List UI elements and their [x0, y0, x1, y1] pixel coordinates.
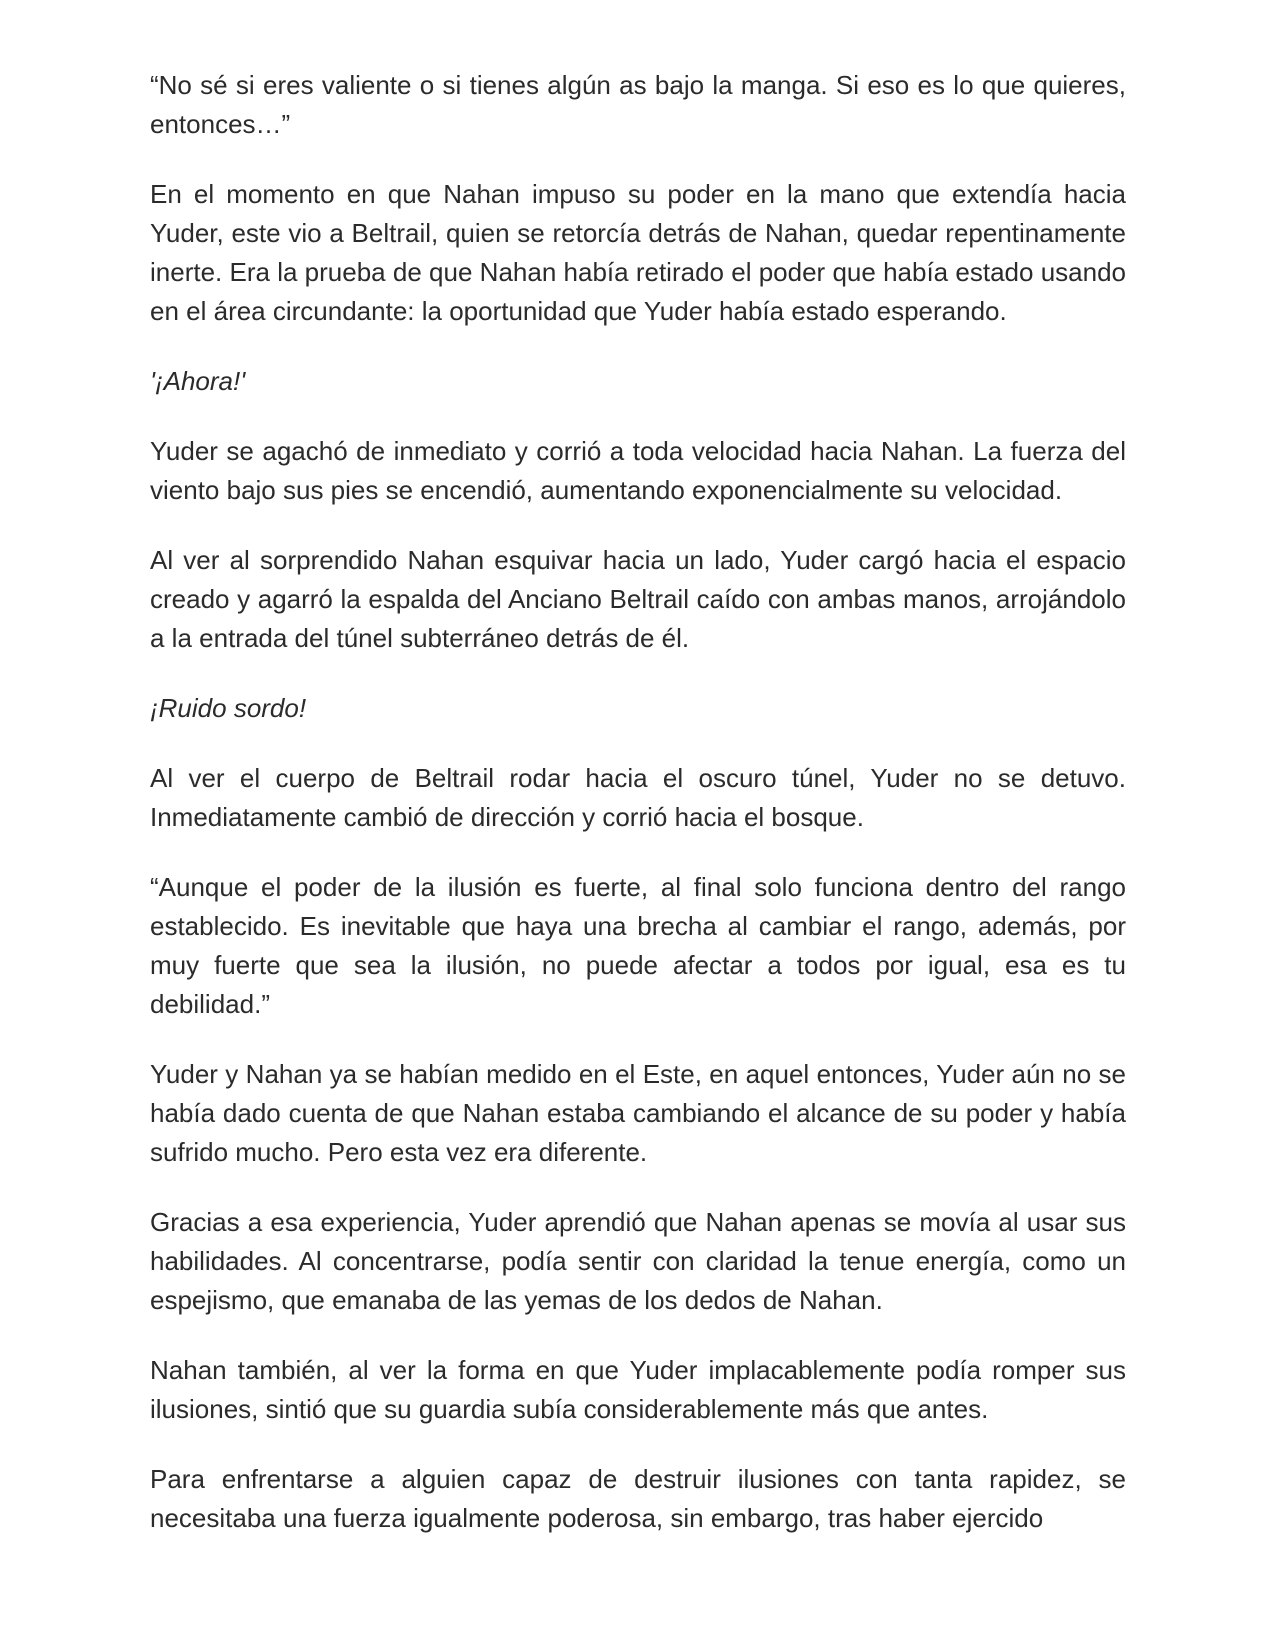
paragraph-illusion-weakness: “Aunque el poder de la ilusión es fuerte, al final solo funciona dentro del rango establecido. Es inevitable que haya una brecha al cambiar el rango, además, por muy fuerte que sea la ilusión, no puede afectar a todos por igual, esa es tu debilidad.” — [150, 872, 1126, 1019]
paragraph-sound-effect: ¡Ruido sordo! — [150, 693, 307, 723]
paragraph-thought-ahora: '¡Ahora!' — [150, 366, 246, 396]
paragraph-dialogue-opening: “No sé si eres valiente o si tienes algún as bajo la manga. Si eso es lo que quieres, entonces…” — [150, 70, 1126, 139]
document-page — [150, 66, 1126, 1569]
paragraph-nahan-guard: Nahan también, al ver la forma en que Yuder implacablemente podía romper sus ilusiones, sintió que su guardia subía considerablemente más que antes. — [150, 1355, 1126, 1424]
paragraph-nahan-imposes-power: En el momento en que Nahan impuso su poder en la mano que extendía hacia Yuder, este vio a Beltrail, quien se retorcía detrás de Nahan, quedar repentinamente inerte. Era la prueba de que Nahan había retirado el poder que había estado usando en el área circundante: la oportunidad que Yuder había estado esperando. — [150, 179, 1126, 326]
paragraph-runs-to-forest: Al ver el cuerpo de Beltrail rodar hacia el oscuro túnel, Yuder no se detuvo. Inmediatamente cambió de dirección y corrió hacia el bosque. — [150, 763, 1126, 832]
paragraph-grabs-beltrail: Al ver al sorprendido Nahan esquivar hacia un lado, Yuder cargó hacia el espacio creado y agarró la espalda del Anciano Beltrail caído con ambas manos, arrojándolo a la entrada del túnel subterráneo detrás de él. — [150, 545, 1126, 653]
paragraph-yuder-charges: Yuder se agachó de inmediato y corrió a toda velocidad hacia Nahan. La fuerza del viento bajo sus pies se encendió, aumentando exponencialmente su velocidad. — [150, 436, 1126, 505]
paragraph-confront: Para enfrentarse a alguien capaz de destruir ilusiones con tanta rapidez, se necesitaba una fuerza igualmente poderosa, sin embargo, tras haber ejercido — [150, 1464, 1126, 1533]
paragraph-past-encounter: Yuder y Nahan ya se habían medido en el Este, en aquel entonces, Yuder aún no se había dado cuenta de que Nahan estaba cambiando el alcance de su poder y había sufrido mucho. Pero esta vez era diferente. — [150, 1059, 1126, 1167]
paragraph-experience: Gracias a esa experiencia, Yuder aprendió que Nahan apenas se movía al usar sus habilidades. Al concentrarse, podía sentir con claridad la tenue energía, como un espejismo, que emanaba de las yemas de los dedos de Nahan. — [150, 1207, 1126, 1315]
